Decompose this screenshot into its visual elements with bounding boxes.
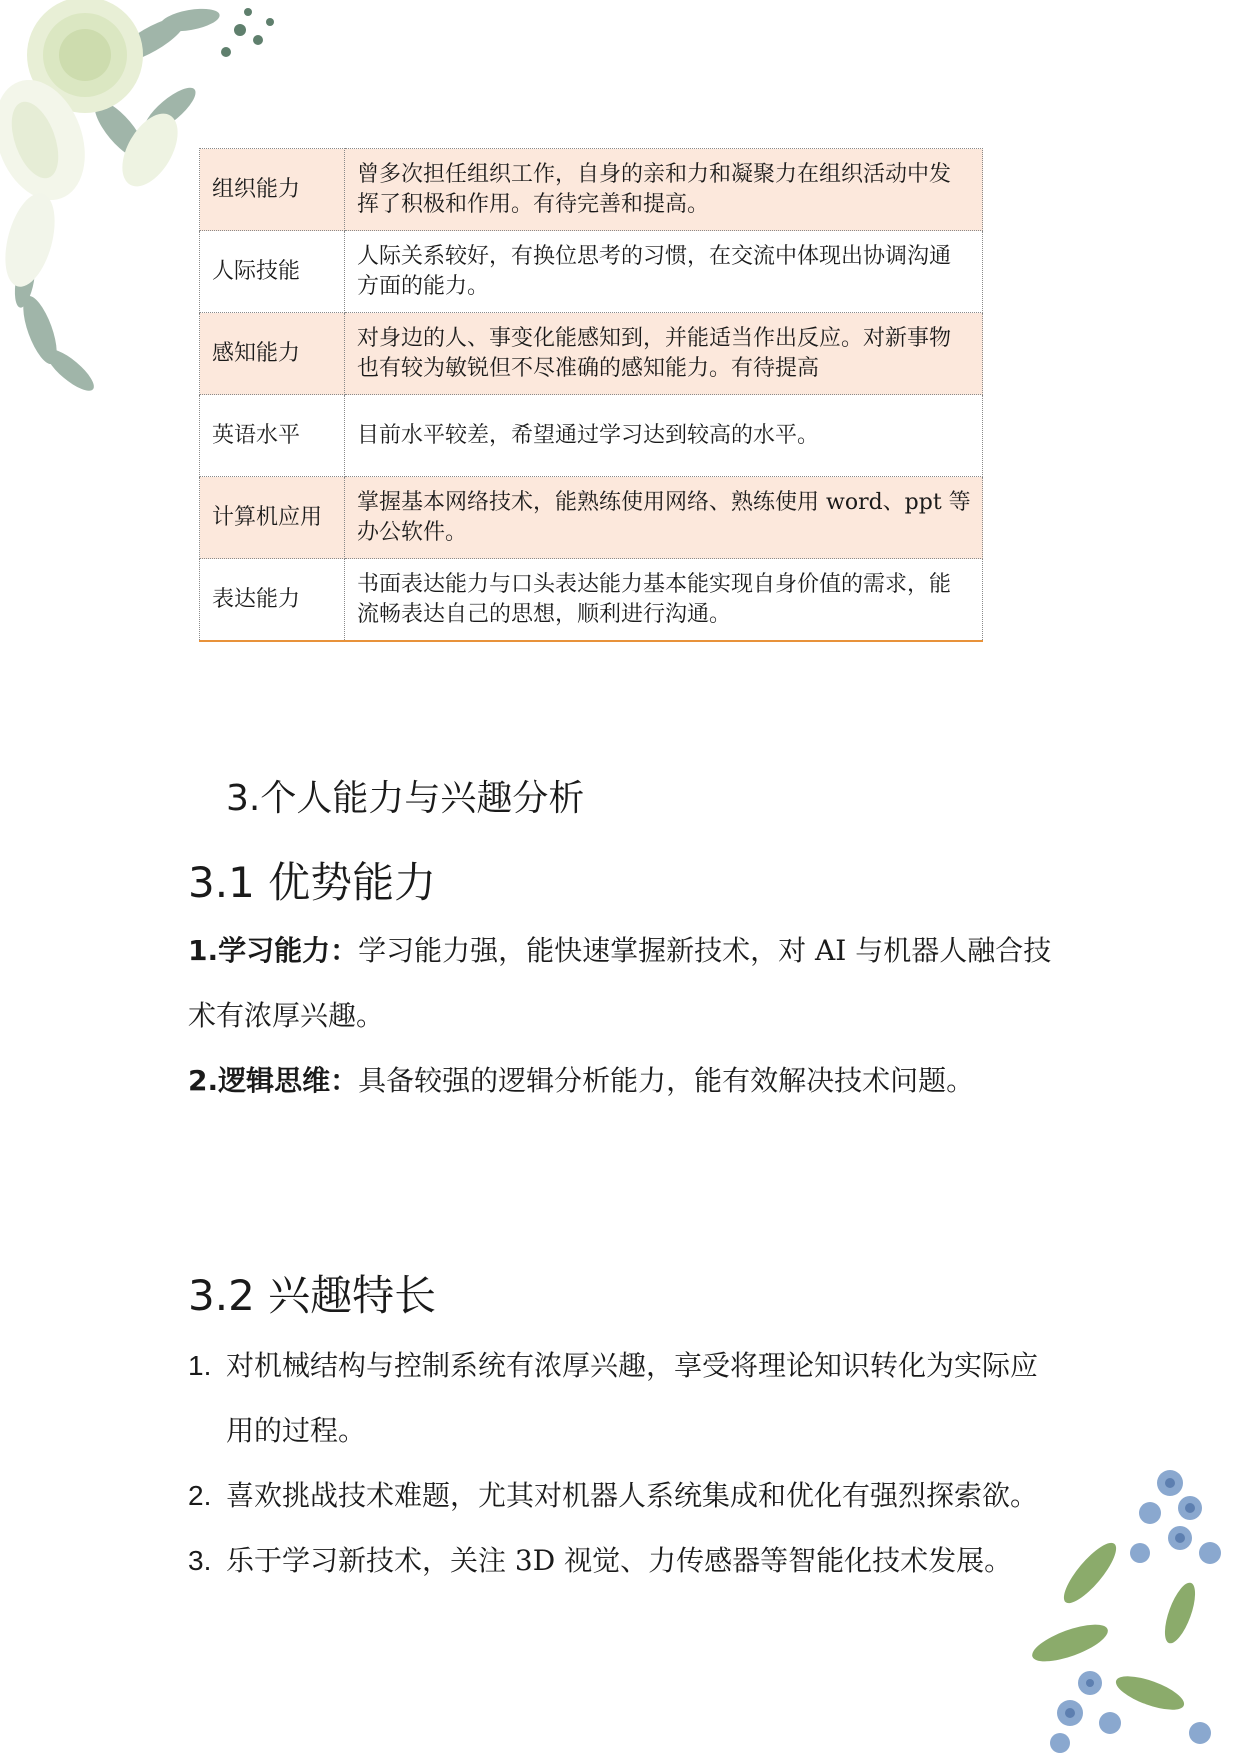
list-item [188, 1333, 1058, 1463]
ability-label: 计算机应用 [200, 477, 345, 559]
subsection-heading-interests: 3.2 兴趣特长 [188, 1271, 437, 1320]
floral-decoration-bottom-right [1030, 1453, 1240, 1753]
paragraph-lead: 2.逻辑思维： [188, 1064, 359, 1097]
table-row [200, 559, 983, 642]
table-row [200, 395, 983, 477]
list-text: 乐于学习新技术，关注 3D 视觉、力传感器等智能化技术发展。 [226, 1544, 1013, 1577]
table-row [200, 477, 983, 559]
list-text: 喜欢挑战技术难题，尤其对机器人系统集成和优化有强烈探索欲。 [226, 1479, 1039, 1512]
ability-label: 组织能力 [200, 149, 345, 231]
table-row [200, 313, 983, 395]
ability-description: 掌握基本网络技术，能熟练使用网络、熟练使用 word、ppt 等办公软件。 [345, 477, 983, 559]
paragraph-learning-ability [188, 918, 1058, 1048]
list-item [188, 1463, 1058, 1528]
ability-description: 对身边的人、事变化能感知到，并能适当作出反应。对新事物也有较为敏锐但不尽准确的感知能力。有待提高 [345, 313, 983, 395]
table-row [200, 149, 983, 231]
list-number: 1. [188, 1350, 212, 1381]
paragraph-text: 学习能力强，能快速掌握新技术，对 AI 与机器人融合技术有浓厚兴趣。 [188, 934, 1052, 1032]
list-item [188, 1528, 1058, 1593]
paragraph-text: 具备较强的逻辑分析能力，能有效解决技术问题。 [358, 1064, 975, 1097]
ability-description: 人际关系较好，有换位思考的习惯，在交流中体现出协调沟通方面的能力。 [345, 231, 983, 313]
list-number: 3. [188, 1545, 212, 1576]
section-heading: 3.个人能力与兴趣分析 [226, 778, 585, 819]
ability-table [199, 148, 983, 642]
list-text: 对机械结构与控制系统有浓厚兴趣，享受将理论知识转化为实际应用的过程。 [226, 1349, 1039, 1447]
ability-label: 英语水平 [200, 395, 345, 477]
ability-description: 曾多次担任组织工作，自身的亲和力和凝聚力在组织活动中发挥了积极和作用。有待完善和提高。 [345, 149, 983, 231]
subsection-heading-strengths: 3.1 优势能力 [188, 858, 437, 907]
paragraph-lead: 1.学习能力： [188, 934, 359, 967]
ability-label: 表达能力 [200, 559, 345, 642]
table-row [200, 231, 983, 313]
ability-label: 感知能力 [200, 313, 345, 395]
ability-description: 目前水平较差，希望通过学习达到较高的水平。 [345, 395, 983, 477]
ability-label: 人际技能 [200, 231, 345, 313]
ability-description: 书面表达能力与口头表达能力基本能实现自身价值的需求，能流畅表达自己的思想，顺利进行沟通。 [345, 559, 983, 642]
paragraph-logical-thinking [188, 1048, 1058, 1113]
list-number: 2. [188, 1480, 212, 1511]
